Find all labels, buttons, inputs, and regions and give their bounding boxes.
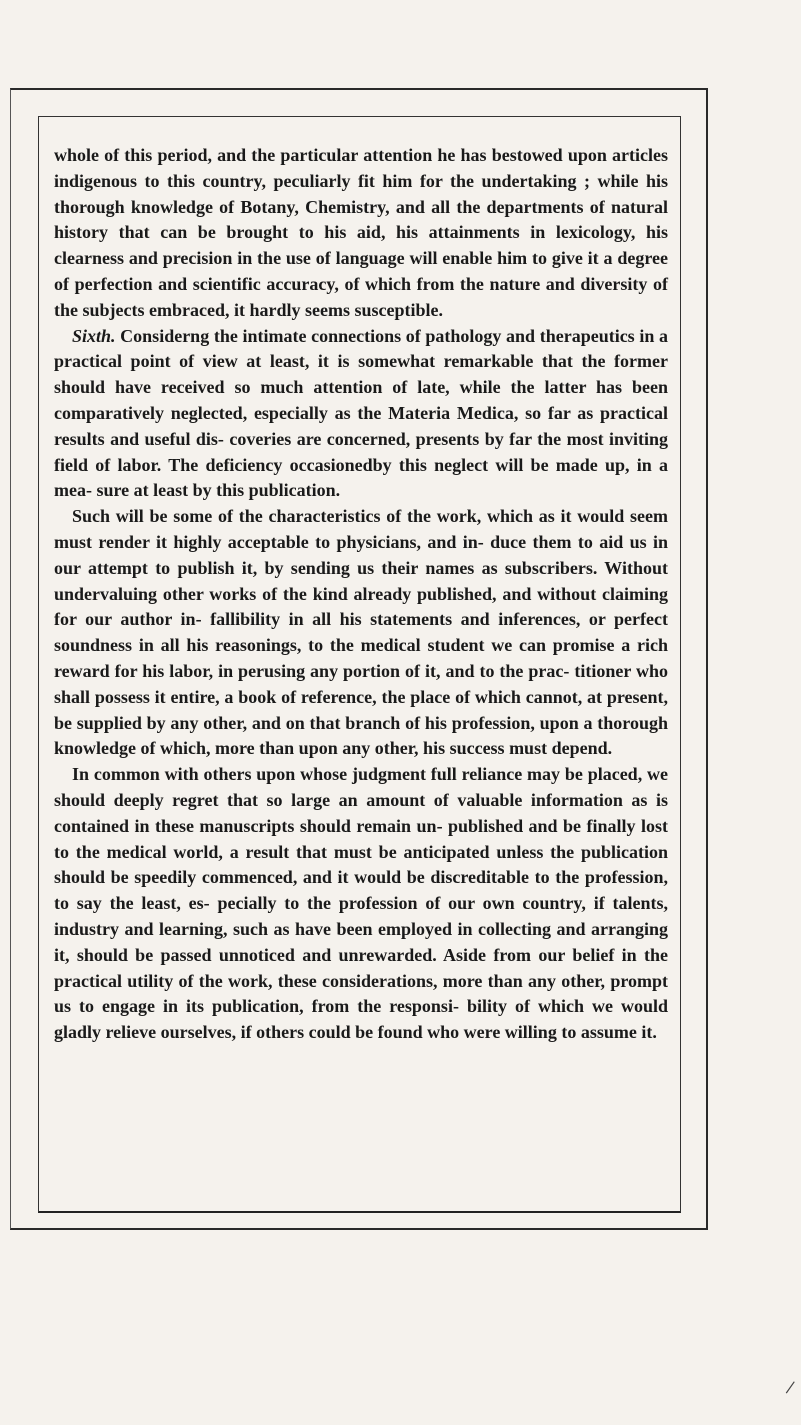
page-corner-mark: ❘: [781, 1378, 800, 1398]
body-text: [54, 143, 668, 1046]
paragraph-common-with-others: [54, 762, 668, 1046]
paragraph-text: Such will be some of the characteristics of the work, which as it would seem must render it highly acceptable to physicians, and in- duce them to aid us in our attempt to publish it, by sending us their names as subscribers. Without undervaluing other works of the kind already published, and without claiming for our author in- fallibility in all his statements and inferences, or perfect soundness in all his reasonings, to the medical student we can promise a rich reward for his labor, in perusing any portion of it, and to the prac- titioner who shall possess it entire, a book of reference, the place of which cannot, at present, be supplied by any other, and on that branch of his profession, upon a thorough knowledge of which, more than upon any other, his success must depend.: [54, 506, 668, 759]
paragraph-lead: Sixth.: [72, 325, 116, 346]
paragraph-text: whole of this period, and the particular attention he has bestowed upon articles indigenous to this country, peculiarly fit him for the undertaking ; while his thorough knowledge of Botany, Chemistry, and all the departments of natural history that can be brought to his aid, his attainments in lexicology, his clearness and precision in the use of language will enable him to give it a degree of perfection and scientific accuracy, of which from the nature and diversity of the subjects embraced, it hardly seems susceptible.: [54, 145, 668, 320]
paragraph-sixth: [54, 324, 668, 505]
paragraph-text: In common with others upon whose judgment full reliance may be placed, we should deeply regret that so large an amount of valuable information as is contained in these manuscripts should remain un- published and be finally lost to the medical world, a result that must be anticipated unless the publication should be speedily commenced, and it would be discreditable to the profession, to say the least, es- pecially to the profession of our own country, if talents, industry and learning, such as have been employed in collecting and arranging it, should be passed unnoticed and unrewarded. Aside from our belief in the practical utility of the work, these considerations, more than any other, prompt us to engage in its publication, from the responsi- bility of which we would gladly relieve ourselves, if others could be found who were willing to assume it.: [54, 764, 668, 1043]
paragraph-text: Considerng the intimate connections of pathology and therapeutics in a practical point of view at least, it is somewhat remarkable that the former should have received so much attention of late, while the latter has been comparatively neglected, especially as the Materia Medica, so far as practical results and useful dis- coveries are concerned, presents by far the most inviting field of labor. The deficiency occasionedby this neglect will be made up, in a mea- sure at least by this publication.: [54, 325, 668, 501]
paragraph-continuation: [54, 143, 668, 324]
paragraph-characteristics: [54, 504, 668, 762]
